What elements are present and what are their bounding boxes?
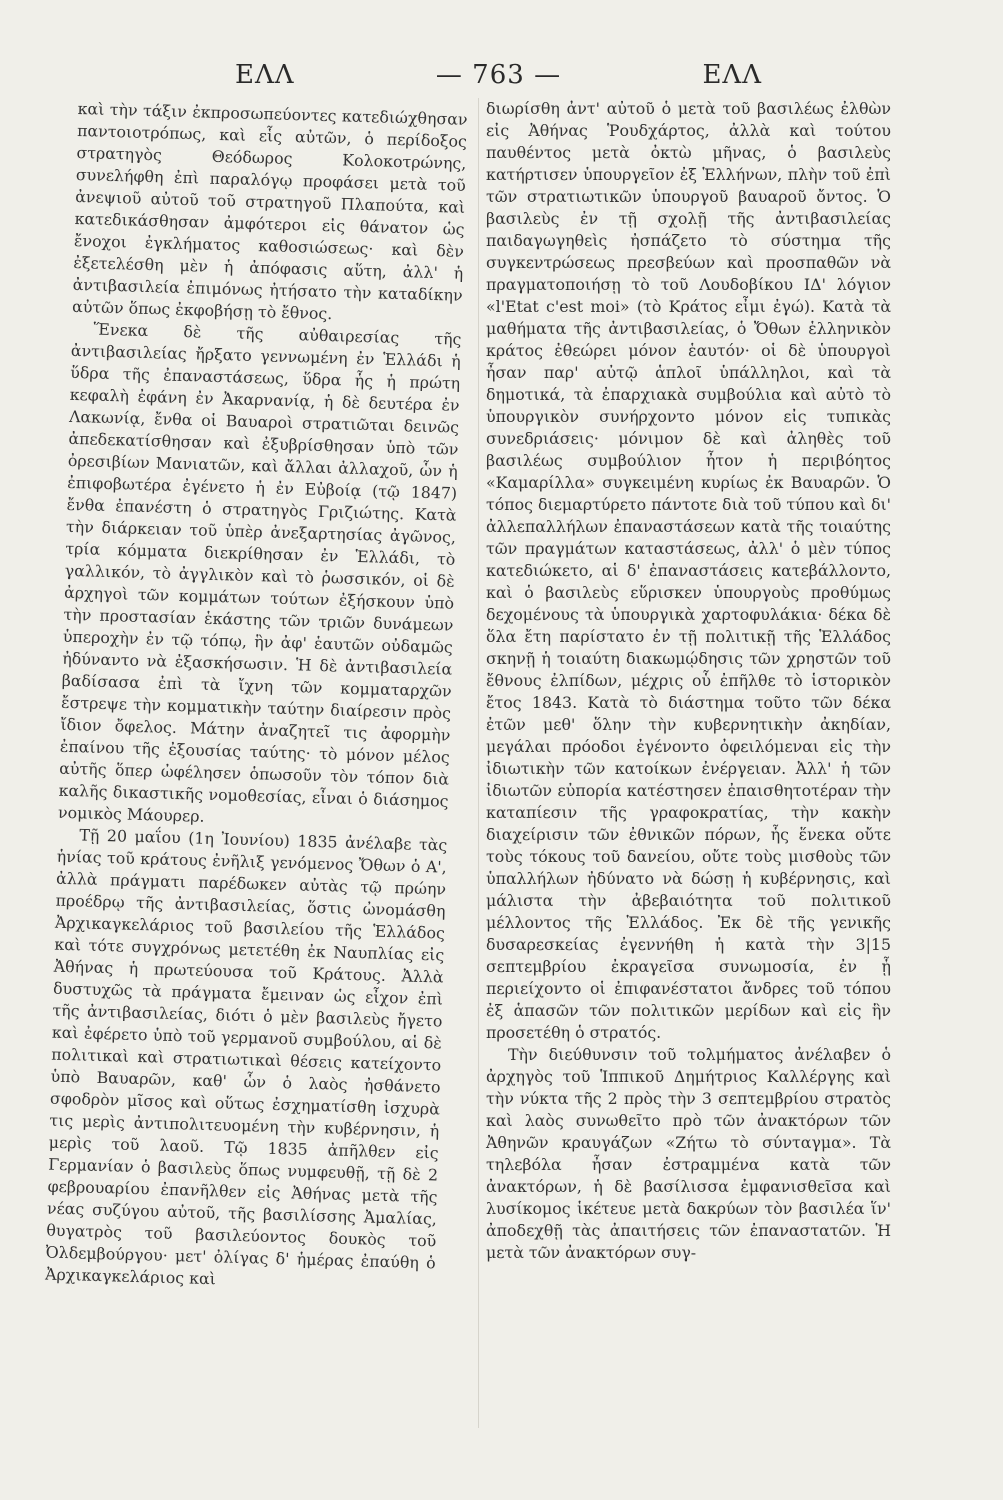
paragraph: Τῇ 20 μαΐου (1η Ἰουνίου) 1835 ἀνέλαβε τὰς ἡνίας τοῦ κράτους ἐνῆλιξ γενόμενος Ὄθων ὁ Α', ἀλλὰ πράγματι παρέδωκεν αὐτὰς τῷ πρώην προέδρῳ τῆς ἀντιβασιλείας, ὅστις ὠνομάσθη Ἀρχικαγκελάριος τοῦ βασιλείου τῆς Ἑλλάδος καὶ τότε συγχρόνως μετετέθη ἐκ Ναυπλίας εἰς Ἀθήνας ἡ πρωτεύουσα τοῦ Κράτους. Ἀλλὰ δυστυχῶς τὰ πράγματα ἔμειναν ὡς εἶχον ἐπὶ τῆς ἀντιβασιλείας, διότι ὁ μὲν βασιλεὺς ἤγετο καὶ ἐφέρετο ὑπὸ τοῦ γερμανοῦ συμβούλου, αἱ δὲ πολιτικαὶ καὶ στρατιωτικαὶ θέσεις κατείχοντο ὑπὸ Βαυαρῶν, καθ' ὧν ὁ λαὸς ἠσθάνετο σφοδρὸν μῖσος καὶ οὕτως ἐσχηματίσθη ἰσχυρὰ τις μερὶς ἀντιπολιτευομένη τὴν κυβέρνησιν, ἡ μερὶς τοῦ λαοῦ. Τῷ 1835 ἀπῆλθεν εἰς Γερμανίαν ὁ βασιλεὺς ὅπως νυμφευθῇ, τῇ δὲ 2 φεβρουαρίου ἐπανῆλθεν εἰς Ἀθήνας μετὰ τῆς νέας συζύγου αὐτοῦ, τῆς βασιλίσσης Ἀμαλίας, θυγατρὸς τοῦ βασιλεύοντος δουκὸς τοῦ Ὀλδεμβούργου· μετ' ὀλίγας δ' ἡμέρας ἐπαύθη ὁ Ἀρχικαγκελάριος καὶ (44, 825, 448, 1289)
header-left-term: ΕΛΛ (235, 60, 295, 90)
page-number: — 763 — (435, 60, 562, 90)
paragraph: καὶ τὴν τάξιν ἐκπροσωπεύοντες κατεδιώχθησαν παντοιοτρόπως, καὶ εἷς αὐτῶν, ὁ περίδοξος στρατηγὸς Θεόδωρος Κολοκοτρώνης, συνελήφθη ἐπὶ παραλόγῳ προφάσει μετὰ τοῦ ἀνεψιοῦ αὐτοῦ τοῦ στρατηγοῦ Πλαπούτα, καὶ κατεδικάσθησαν ἀμφότεροι εἰς θάνατον ὡς ἔνοχοι ἐγκλήματος καθοσιώσεως· καὶ δὲν ἐξετελέσθη μὲν ἡ ἀπόφασις αὕτη, ἀλλ' ἡ ἀντιβασιλεία ἐπιμόνως ἠτήσατο τὴν καταδίκην αὐτῶν ὅπως ἐκφοβήσῃ τὸ ἔθνος. (71, 98, 468, 324)
header-right-term: ΕΛΛ (702, 60, 762, 90)
paragraph: Ἕνεκα δὲ τῆς αὐθαιρεσίας τῆς ἀντιβασιλείας ἤρξατο γεννωμένη ἐν Ἑλλάδι ἡ ὕδρα τῆς ἐπαναστάσεως, ὕδρα ἧς ἡ πρώτη κεφαλὴ ἐφάνη ἐν Ἀκαρνανίᾳ, ἡ δὲ δευτέρα ἐν Λακωνίᾳ, ἔνθα οἱ Βαυαροὶ στρατιῶται δεινῶς ἀπεδεκατίσθησαν καὶ ἐξυβρίσθησαν ὑπὸ τῶν ὀρεσιβίων Μανιατῶν, καὶ ἄλλαι ἀλλαχοῦ, ὧν ἡ ἐπιφοβωτέρα ἐγένετο ἡ ἐν Εὐβοίᾳ (τῷ 1847) ἔνθα ἐπανέστη ὁ στρατηγὸς Γριζιώτης. Κατὰ τὴν διάρκειαν τοῦ ὑπὲρ ἀνεξαρτησίας ἀγῶνος, τρία κόμματα διεκρίθησαν ἐν Ἑλλάδι, τὸ γαλλικόν, τὸ ἀγγλικὸν καὶ τὸ ῥωσσικόν, οἱ δὲ ἀρχηγοὶ τῶν κομμάτων τούτων ἐξήσκουν ὑπὸ τὴν προστασίαν ἑκάστης τῶν τριῶν δυνάμεων ὑπεροχὴν ἐν τῷ τόπῳ, ἣν ἀφ' ἑαυτῶν οὐδαμῶς ἠδύναντο νὰ ἐξασκήσωσιν. Ἡ δὲ ἀντιβασιλεία βαδίσασα ἐπὶ τὰ ἴχνη τῶν κομματαρχῶν ἔστρεψε τὴν κομματικὴν ταύτην διαίρεσιν πρὸς ἴδιον ὄφελος. Μάτην ἀναζητεῖ τις ἀφορμὴν ἐπαίνου τῆς ἐξουσίας ταύτης· τὸ μόνον μέλος αὐτῆς ὅπερ ὠφέλησεν ὁπωσοῦν τὸν τόπον διὰ καλῆς δικαστικῆς νομοθεσίας, εἶναι ὁ διάσημος νομικὸς Μάουρερ. (57, 319, 462, 826)
left-column (45, 98, 468, 1296)
running-header (60, 55, 940, 95)
paragraph: Τὴν διεύθυνσιν τοῦ τολμήματος ἀνέλαβεν ὁ ἀρχηγὸς τοῦ Ἱππικοῦ Δημήτριος Καλλέργης καὶ τὴν νύκτα τῆς 2 πρὸς τὴν 3 σεπτεμβρίου στρατὸς καὶ λαὸς συνωθεῖτο πρὸ τῶν ἀνακτόρων τῶν Ἀθηνῶν κραυγάζων «Ζήτω τὸ σύνταγμα». Τὰ τηλεβόλα ἦσαν ἐστραμμένα κατὰ τῶν ἀνακτόρων, ἡ δὲ βασίλισσα ἐμφανισθεῖσα καὶ λυσίκομος ἱκέτευε μετὰ δακρύων τὸν βασιλέα ἵν' ἀποδεχθῇ τὰς ἀπαιτήσεις τῶν ἐπαναστατῶν. Ἡ μετὰ τῶν ἀνακτόρων συγ- (486, 1045, 891, 1262)
paragraph: διωρίσθη ἀντ' αὐτοῦ ὁ μετὰ τοῦ βασιλέως ἐλθὼν εἰς Ἀθήνας Ῥουδχάρτος, ἀλλὰ καὶ τούτου παυθέντος μετὰ ὀκτὼ μῆνας, ὁ βασιλεὺς κατήρτισεν ὑπουργεῖον ἐξ Ἑλλήνων, πλὴν τοῦ ἐπὶ τῶν στρατιωτικῶν ὑπουργοῦ βαυαροῦ ὄντος. Ὁ βασιλεὺς ἐν τῇ σχολῇ τῆς ἀντιβασιλείας παιδαγωγηθεὶς ἠσπάζετο τὸ σύστημα τῆς συγκεντρώσεως πρεσβεύων καὶ προσπαθῶν νὰ πραγματοποιήσῃ τὸ τοῦ Λουδοβίκου ΙΔ' λόγιον «l'Etat c'est moi» (τὸ Κράτος εἶμι ἐγώ). Κατὰ τὰ μαθήματα τῆς ἀντιβασιλείας, ὁ Ὄθων ἑλληνικὸν κράτος ἐθεώρει μόνον ἑαυτόν· οἱ δὲ ὑπουργοὶ ἦσαν παρ' αὐτῷ ἁπλοῖ ὑπάλληλοι, καὶ τὰ δημοτικά, τὰ ἐπαρχιακὰ συμβούλια καὶ αὐτὸ τὸ ὑπουργικὸν συνήρχοντο μόνον εἰς τυπικὰς συνεδριάσεις· μόνιμον δὲ καὶ ἀληθὲς τοῦ βασιλέως συμβούλιον ἦτον ἡ περιβόητος «Καμαρίλλα» συγκειμένη κυρίως ἐκ Βαυαρῶν. Ὁ τόπος διεμαρτύρετο πάντοτε διὰ τοῦ τύπου καὶ δι' ἀλλεπαλλήλων ἐπαναστάσεων κατὰ τῆς τοιαύτης τῶν πραγμάτων καταστάσεως, ἀλλ' ὁ μὲν τύπος κατεδιώκετο, αἱ δ' ἐπαναστάσεις κατεβάλλοντο, καὶ ὁ βασιλεὺς εὕρισκεν ὑπουργοὺς προθύμως δεχομένους τὰ ὑπουργικὰ χαρτοφυλάκια· δέκα δὲ ὅλα ἔτη παρίστατο ἐν τῇ πολιτικῇ τῆς Ἑλλάδος σκηνῇ ἡ τοιαύτη διακωμῴδησις τῶν χρηστῶν τοῦ ἔθνους ἐλπίδων, μέχρις οὗ ἐπῆλθε τὸ ἱστορικὸν ἔτος 1843. Κατὰ τὸ διάστημα τοῦτο τῶν δέκα ἐτῶν μεθ' ὅλην τὴν κυβερνητικὴν ἀκηδίαν, μεγάλαι πρόοδοι ἐγένοντο ὀφειλόμεναι εἰς τὴν ἰδιωτικὴν τῶν κατοίκων ἐνέργειαν. Ἀλλ' ἡ τῶν ἰδιωτῶν εὐπορία κατέστησεν ἐπαισθητοτέραν τὴν καταπίεσιν τῆς γραφοκρατίας, τὴν κακὴν διαχείρισιν τῶν ἐθνικῶν πόρων, ἧς ἕνεκα οὔτε τοὺς τόκους τοῦ δανείου, οὔτε τοὺς μισθοὺς τῶν ὑπαλλήλων ἠδύνατο νὰ δώσῃ ἡ κυβέρνησις, καὶ μάλιστα τὴν ἀβεβαιότητα τοῦ πολιτικοῦ μέλλοντος τῆς Ἑλλάδος. Ἐκ δὲ τῆς γενικῆς δυσαρεσκείας ἐγεννήθη ἡ κατὰ τὴν 3|15 σεπτεμβρίου ἐκραγεῖσα συνωμοσία, ἐν ᾗ περιείχοντο οἱ ἐπιφανέστατοι ἄνδρες τοῦ τόπου ἐξ ἁπασῶν τῶν πολιτικῶν μερίδων καὶ εἰς ἣν προσετέθη ὁ στρατός. (486, 99, 891, 1042)
column-divider (478, 98, 479, 1428)
right-column (486, 98, 891, 1264)
